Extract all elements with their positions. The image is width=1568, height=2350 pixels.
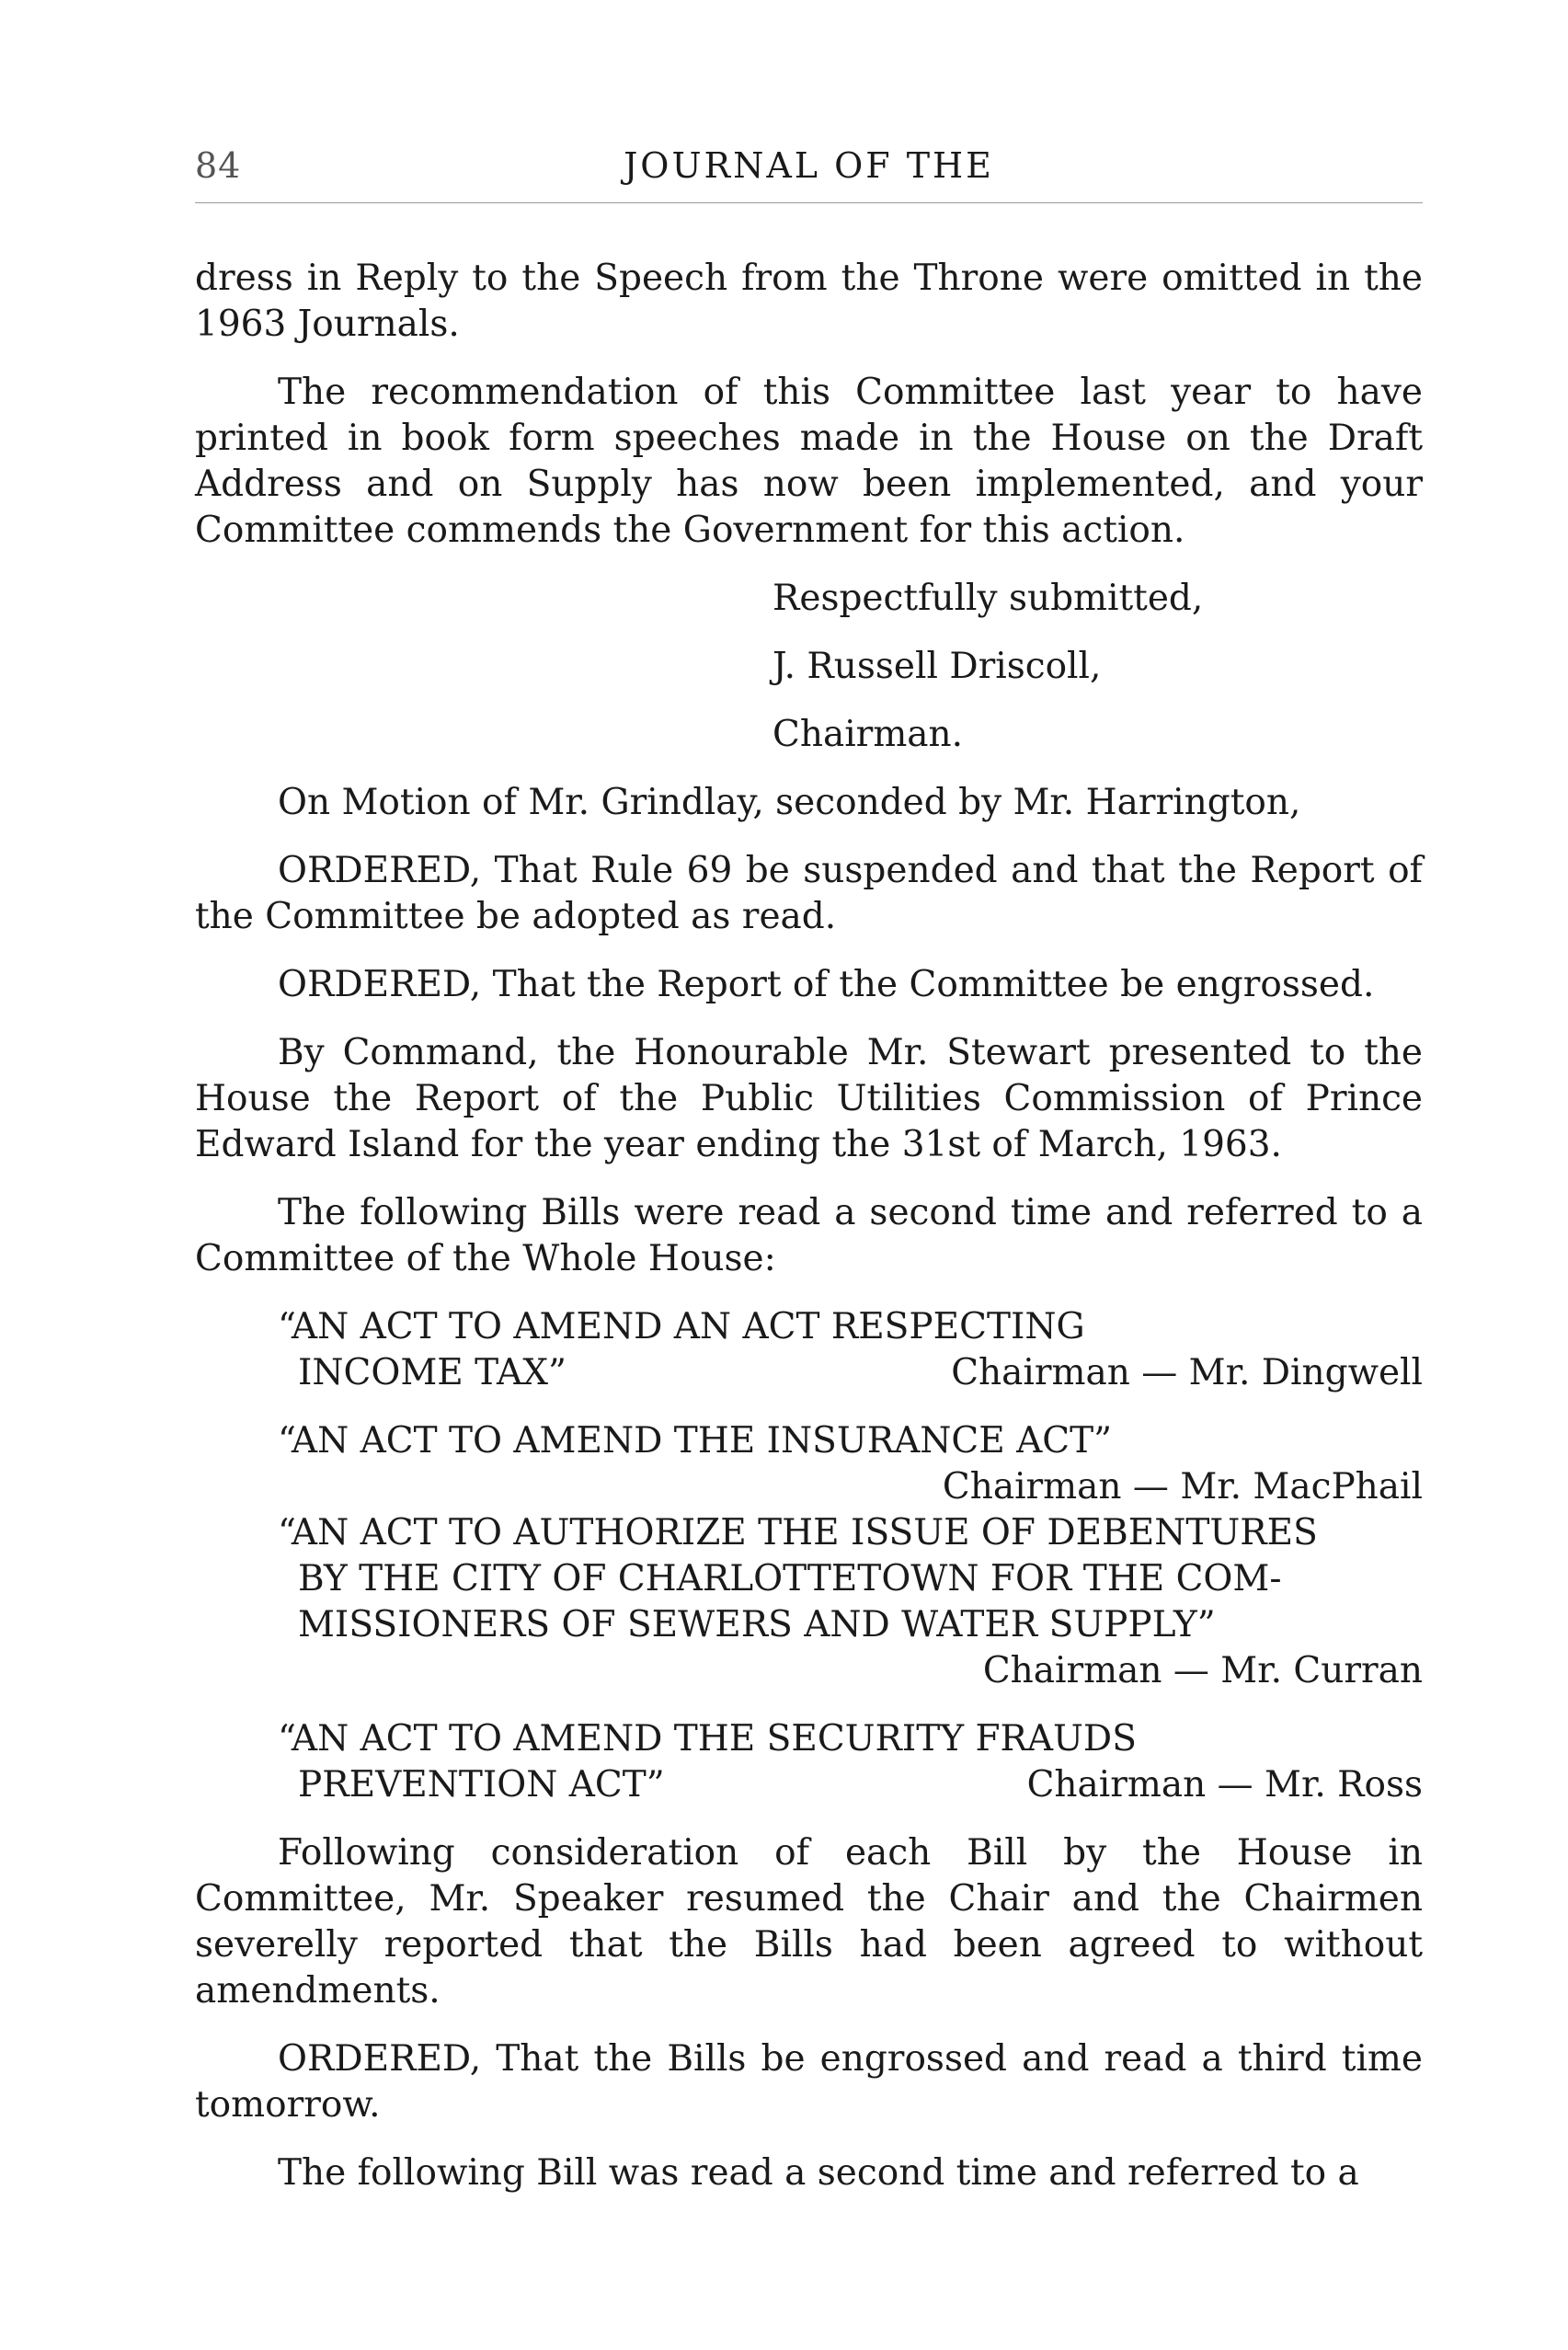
bill-entry (278, 1304, 1423, 1396)
running-title: JOURNAL OF THE (624, 145, 994, 186)
bill-chairman: Chairman — Mr. Curran (982, 1650, 1423, 1691)
bill-chairman: Chairman — Mr. Dingwell (951, 1352, 1423, 1393)
bill-title: “AN ACT TO AMEND AN ACT RESPECTING (278, 1306, 1085, 1347)
bill-entry (278, 1510, 1423, 1694)
paragraph-ordered-rule: ORDERED, That Rule 69 be suspended and that the Report of the Committee be adopted as read. (195, 850, 1423, 937)
paragraph-ordered-engrossed: ORDERED, That the Report of the Committee be engrossed. (278, 964, 1375, 1005)
paragraph-recommendation: The recommendation of this Committee last year to have printed in book form speeches made in the House on the Draft Address and on Supply has now been implemented, and your Committee commends the Government for this action. (195, 372, 1423, 551)
bill-title: INCOME TAX” (298, 1352, 567, 1393)
signature-name: J. Russell Driscoll, (773, 646, 1102, 687)
paragraph-next-bill: The following Bill was read a second time and referred to a (278, 2152, 1359, 2194)
signature-block (195, 576, 1423, 758)
bill-title: BY THE CITY OF CHARLOTTETOWN FOR THE COM- (298, 1558, 1282, 1599)
bill-title: “AN ACT TO AMEND THE INSURANCE ACT” (278, 1420, 1113, 1462)
paragraph-command: By Command, the Honourable Mr. Stewart presented to the House the Report of the Public Utilities Commission of Prince Edward Island for the year ending the 31st of March, 1963. (195, 1032, 1423, 1165)
page-header (195, 145, 1423, 191)
paragraph-ordered-third-time: ORDERED, That the Bills be engrossed and read a third time tomorrow. (195, 2038, 1423, 2126)
paragraph-motion: On Motion of Mr. Grindlay, seconded by Mr. Harrington, (278, 782, 1301, 823)
paragraph-bills-intro: The following Bills were read a second time and referred to a Committee of the Whole House: (195, 1192, 1423, 1279)
paragraph-committee-report: Following consideration of each Bill by the House in Committee, Mr. Speaker resumed the Chair and the Chairmen severelly reported that the Bills had been agreed to without amendments. (195, 1832, 1423, 2012)
bill-title: “AN ACT TO AMEND THE SECURITY FRAUDS (278, 1718, 1137, 1760)
paragraph-continuation: dress in Reply to the Speech from the Throne were omitted in the 1963 Journals. (195, 258, 1423, 345)
signature-title: Chairman. (773, 714, 964, 755)
header-rule (195, 202, 1423, 203)
page-body (195, 256, 1423, 2218)
bill-title: “AN ACT TO AUTHORIZE THE ISSUE OF DEBENTURES (278, 1512, 1318, 1553)
bill-title: PREVENTION ACT” (298, 1764, 665, 1805)
bill-chairman: Chairman — Mr. MacPhail (942, 1466, 1423, 1507)
bill-entry (278, 1716, 1423, 1808)
bill-title: MISSIONERS OF SEWERS AND WATER SUPPLY” (298, 1604, 1216, 1645)
signature-closing: Respectfully submitted, (773, 578, 1204, 619)
bill-entry (278, 1418, 1423, 1510)
page-number: 84 (195, 145, 242, 186)
bill-chairman: Chairman — Mr. Ross (1026, 1764, 1423, 1805)
